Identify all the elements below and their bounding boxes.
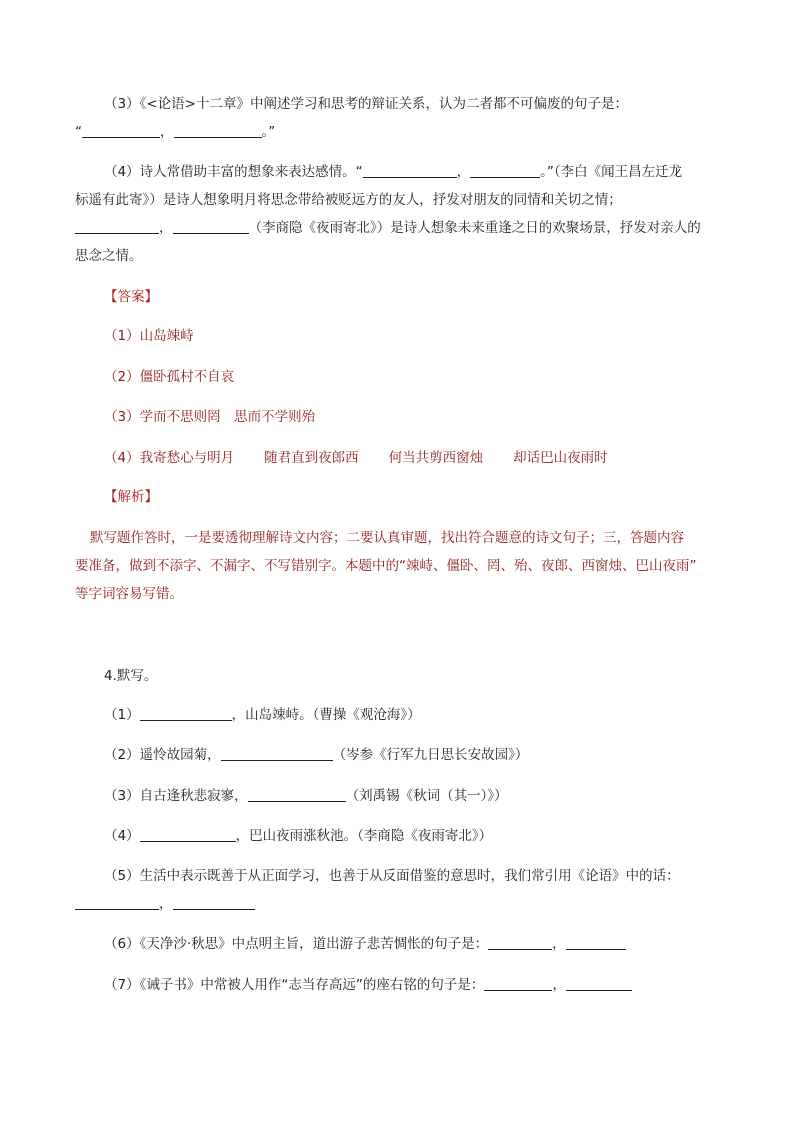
answer-item-4 (104, 448, 608, 468)
item-text: （岑参《行军九日思长安故园》） (332, 747, 529, 763)
q4-item-7 (104, 975, 632, 995)
blank-field[interactable] (140, 827, 236, 842)
analysis-line-2: 要准备，做到不添字、不漏字、不写错别字。本题中的“竦峙、僵卧、罔、殆、夜郎、西窗烛、巴山夜雨” (75, 558, 697, 574)
q3-item4-line1 (104, 162, 682, 182)
item-text: 《天净沙·秋思》中点明主旨，道出游子悲苦惆怅的句子是： (139, 936, 489, 952)
answer-part: 何当共剪西窗烛 (388, 450, 484, 466)
q4-item-5-line2 (75, 894, 255, 914)
analysis-heading: 【解析】 (104, 489, 158, 505)
answer-heading: 【答案】 (104, 289, 158, 305)
item-text: 。”（李白《闻王昌左迁龙 (540, 164, 683, 180)
q3-item3-line2 (75, 122, 275, 142)
quote-close: 。” (261, 124, 276, 140)
blank-field[interactable] (484, 976, 552, 991)
item-number: （6） (104, 936, 140, 952)
item-text: 诗人常借助丰富的想象来表达感情。“ (139, 164, 363, 180)
item-text: ，巴山夜雨涨秋池。（李商隐《夜雨寄北》） (235, 828, 493, 844)
blank-field[interactable] (82, 123, 160, 138)
blank-field[interactable] (140, 706, 232, 721)
item-number: （4） (104, 164, 140, 180)
item-text: （刘禹锡《秋词（其一）》） (345, 788, 508, 804)
separator: ， (552, 936, 566, 952)
answer-part: 我寄愁心与明月 (139, 450, 235, 466)
separator: ， (159, 220, 173, 236)
answer-item-3: （3）学而不思则罔 思而不学则殆 (104, 409, 316, 425)
item-number: （4） (104, 450, 140, 466)
item-text: ，山岛竦峙。（曹操《观沧海》） (231, 707, 421, 723)
answer-part: 却话巴山夜雨时 (513, 450, 608, 466)
answer-item-2: （2）僵卧孤村不自哀 (104, 369, 235, 385)
blank-field[interactable] (173, 895, 255, 910)
blank-field[interactable] (221, 746, 333, 761)
separator: ， (160, 124, 174, 140)
item-number: （5） (104, 868, 140, 884)
analysis-line-3: 等字词容易写错。 (75, 586, 183, 602)
item-text: 遥怜故园菊， (139, 747, 221, 763)
blank-field[interactable] (363, 163, 457, 178)
blank-field[interactable] (173, 219, 249, 234)
q4-item-4 (104, 826, 492, 846)
q3-item4-line4: 思念之情。 (75, 248, 143, 264)
item-number: （1） (104, 707, 140, 723)
q3-item4-line2: 标遥有此寄》）是诗人想象明月将思念带给被贬远方的友人，抒发对朋友的同情和关切之情； (75, 192, 622, 208)
blank-field[interactable] (470, 163, 540, 178)
separator: ， (159, 896, 173, 912)
separator: ， (456, 164, 471, 180)
blank-field[interactable] (566, 935, 626, 950)
blank-field[interactable] (488, 935, 552, 950)
item-text: 《<论语>十二章》中阐述学习和思考的辩证关系，认为二者都不可偏废的句子是： (139, 96, 628, 112)
analysis-line-1: 默写题作答时，一是要透彻理解诗文内容；二要认真审题，找出符合题意的诗文句子；三，答题内容 (90, 530, 684, 546)
separator: ， (552, 977, 566, 993)
blank-field[interactable] (248, 787, 346, 802)
item-text: 《诫子书》中常被人用作“志当存高远”的座右铭的句子是： (139, 977, 485, 993)
q3-item4-line3 (75, 218, 701, 238)
answer-item-1: （1）山岛竦峙 (104, 328, 194, 344)
blank-field[interactable] (174, 123, 262, 138)
q4-item-3 (104, 786, 508, 806)
blank-field[interactable] (566, 976, 632, 991)
item-number: （2） (104, 747, 140, 763)
q4-item-2 (104, 745, 528, 765)
item-text: （李商隐《夜雨寄北》）是诗人想象未来重逢之日的欢聚场景，抒发对亲人的 (248, 220, 701, 236)
quote-open: “ (75, 124, 82, 140)
answer-part: 随君直到夜郎西 (264, 450, 359, 466)
blank-field[interactable] (75, 895, 159, 910)
q4-item-1 (104, 705, 421, 725)
item-text: 自古逢秋悲寂寥， (139, 788, 248, 804)
blank-field[interactable] (75, 219, 159, 234)
item-number: （3） (104, 788, 140, 804)
item-number: （4） (104, 828, 140, 844)
q4-item-6 (104, 934, 626, 954)
item-number: （3） (104, 96, 140, 112)
q3-item3-line1 (104, 94, 628, 114)
item-number: （7） (104, 977, 140, 993)
q4-item-5-line1 (104, 866, 680, 886)
question-4-title: 4.默写。 (104, 668, 158, 684)
item-text: 生活中表示既善于从正面学习，也善于从反面借鉴的意思时，我们常引用《论语》中的话： (139, 868, 680, 884)
